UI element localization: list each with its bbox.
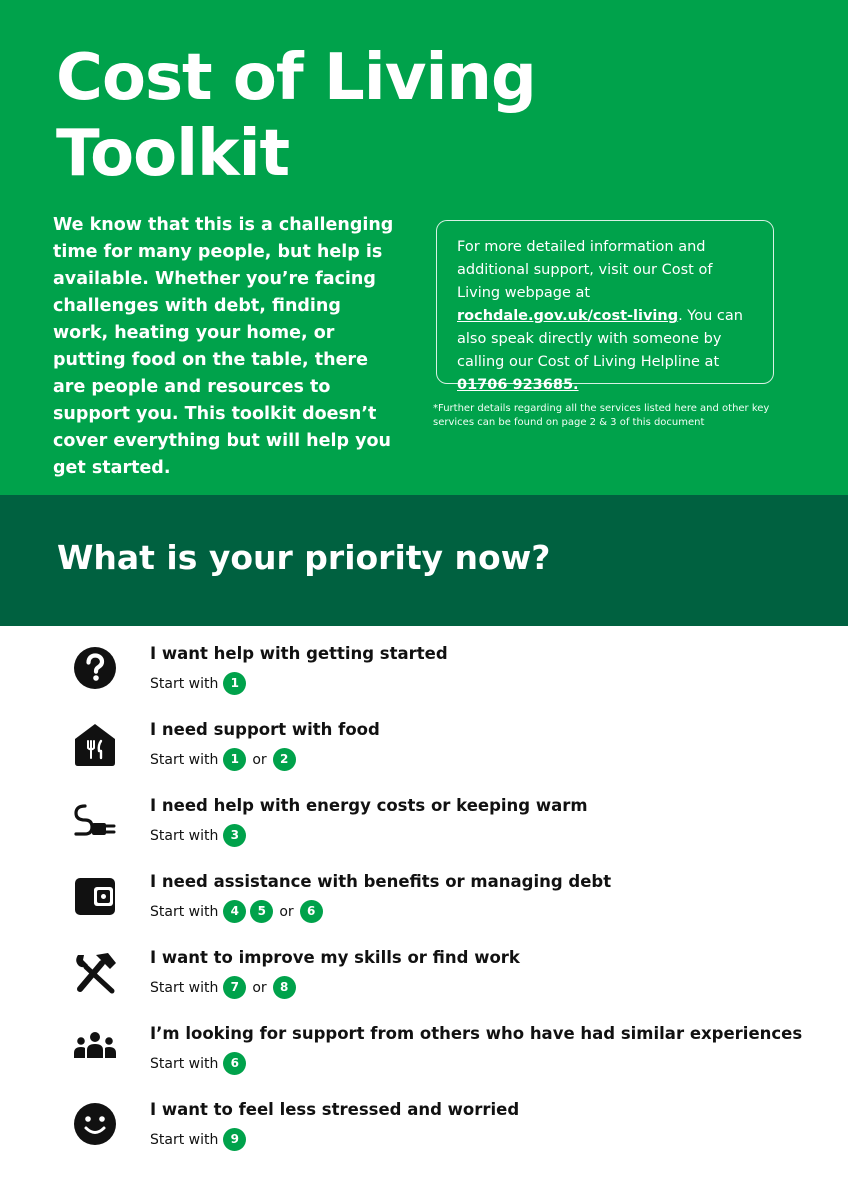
intro-text: We know that this is a challenging time for many people, but help is available. Whether you’re facing challenges with debt, finding work, heating your home, or putting food on the table, there are people and resources to support you. This toolkit doesn’t cover everything but will help you get started. [53,215,394,478]
priority-item [0,645,848,715]
step-number-badge[interactable]: 3 [223,824,246,847]
title-line-1: Cost of Living [56,41,536,115]
smiley-icon [72,1101,118,1147]
priority-title: I need assistance with benefits or managing debt [150,872,612,891]
people-group-icon [72,1025,118,1071]
priority-title: I want to feel less stressed and worried [150,1100,520,1119]
or-label: or [252,751,267,768]
step-number-badge[interactable]: 8 [273,976,296,999]
info-text-2: . You can also speak directly with someone by calling our Cost of Living Helpline at [457,308,743,370]
info-box [436,220,774,393]
step-number-badge[interactable]: 6 [223,1052,246,1075]
priority-item [0,721,848,791]
question-icon [72,645,118,691]
step-number-badge[interactable]: 9 [223,1128,246,1151]
start-with-label: Start with [150,751,219,768]
start-with-row [150,976,300,999]
step-number-badge[interactable]: 5 [250,900,273,923]
start-with-row [150,1052,250,1075]
step-number-badge[interactable]: 4 [223,900,246,923]
start-with-row [150,1128,250,1151]
start-with-row [150,672,250,695]
step-number-badge[interactable]: 6 [300,900,323,923]
priority-title: I want help with getting started [150,644,448,663]
wallet-icon [72,873,118,919]
food-house-icon [72,721,118,767]
step-number-badge[interactable]: 7 [223,976,246,999]
start-with-label: Start with [150,675,219,692]
start-with-row [150,748,300,771]
priority-title: I need support with food [150,720,380,739]
start-with-row [150,900,327,923]
or-label: or [279,903,294,920]
start-with-label: Start with [150,1055,219,1072]
plug-icon [72,797,118,843]
priority-title: I want to improve my skills or find work [150,948,520,967]
title-line-2: Toolkit [56,117,290,191]
priority-item [0,797,848,867]
priority-item [0,1101,848,1171]
start-with-label: Start with [150,827,219,844]
info-text-1: For more detailed information and additional support, visit our Cost of Living webpage at [457,239,713,301]
or-label: or [252,979,267,996]
step-number-badge[interactable]: 2 [273,748,296,771]
step-number-badge[interactable]: 1 [223,748,246,771]
tools-icon [72,949,118,995]
helpline-phone-link[interactable]: 01706 923685. [457,377,579,393]
priority-item [0,1025,848,1095]
hero-section [0,0,848,495]
section-heading: What is your priority now? [57,538,551,577]
page-title [56,40,536,192]
start-with-label: Start with [150,1131,219,1148]
priority-item [0,949,848,1019]
start-with-label: Start with [150,979,219,996]
priority-title: I need help with energy costs or keeping warm [150,796,588,815]
step-number-badge[interactable]: 1 [223,672,246,695]
cost-of-living-link[interactable]: rochdale.gov.uk/cost-living [457,308,679,324]
priority-title: I’m looking for support from others who have had similar experiences [150,1024,803,1043]
start-with-label: Start with [150,903,219,920]
footnote: *Further details regarding all the services listed here and other key services can be found on page 2 & 3 of this document [433,403,770,428]
priority-item [0,873,848,943]
start-with-row [150,824,250,847]
